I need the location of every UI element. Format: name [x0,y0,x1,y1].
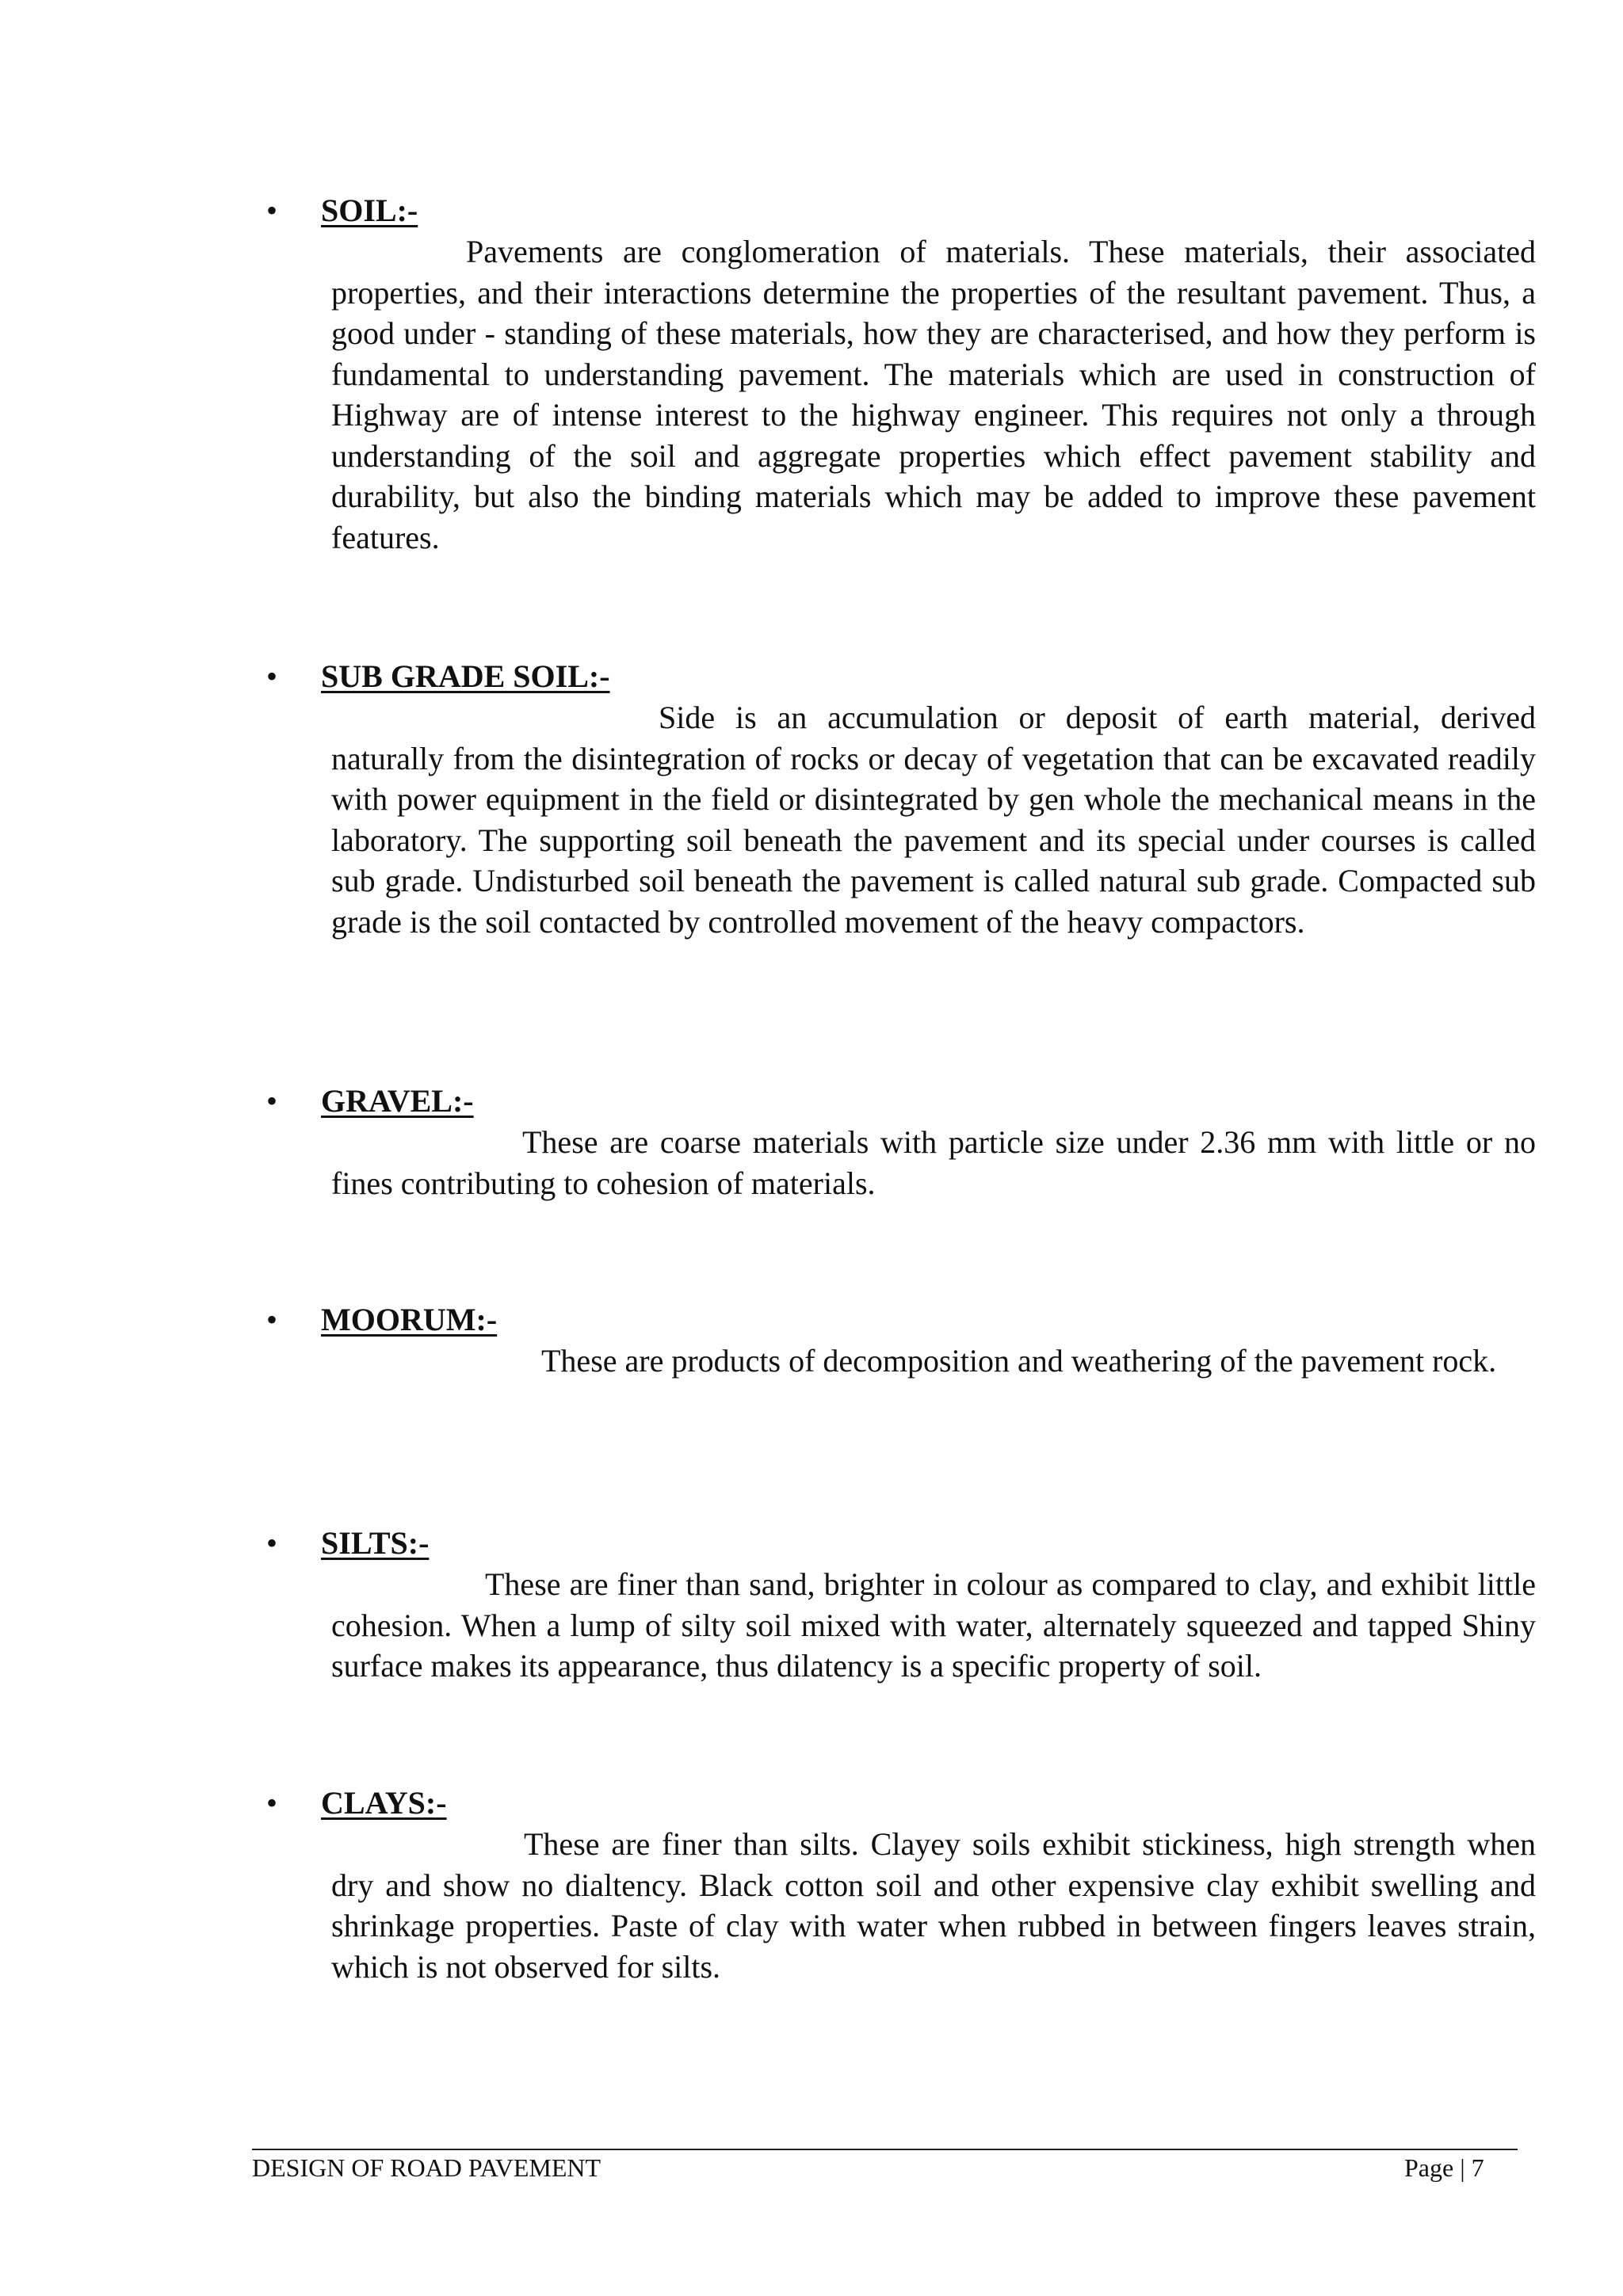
section-body: Pavements are conglomeration of materials. These materials, their associated properties, and their interactions determine the properties of the resultant pavement. Thus, a good under - standing of these materials, how they are characterised, and how they perform is fundamental to understanding pavement. The materials which are used in construction of Highway are of intense interest to the highway engineer. This requires not only a through understanding of the soil and aggregate properties which effect pavement stability and durability, but also the binding materials which may be added to improve these pavement features. [331,234,1536,555]
bullet-marker: • [266,658,278,694]
section-heading: CLAYS:- [321,1785,447,1821]
section-heading: MOORUM:- [321,1302,498,1337]
bullet-marker: • [266,193,278,228]
section-body: These are finer than silts. Clayey soils exhibit stickiness, high strength when dry and show no dialtency. Black cotton soil and other expensive clay exhibit swelling and shrinkage properties. Paste of clay with water when rubbed in between fingers leaves strain, which is not observed for silts. [331,1826,1536,1985]
bullet-marker: • [266,1785,278,1821]
section-body: These are products of decomposition and weathering of the pavement rock. [541,1343,1497,1379]
section-body: These are finer than sand, brighter in colour as compared to clay, and exhibit little cohesion. When a lump of silty soil mixed with water, alternately squeezed and tapped Shiny surface makes its appearance, thus dilatency is a specific property of soil. [331,1566,1536,1684]
footer-document-title: DESIGN OF ROAD PAVEMENT [252,2153,601,2182]
section-body: Side is an accumulation or deposit of earth material, derived naturally from the disintegration of rocks or decay of vegetation that can be excavated readily with power equipment in the field or disintegrated by gen whole the mechanical means in the laboratory. The supporting soil beneath the pavement and its special under courses is called sub grade. Undisturbed soil beneath the pavement is called natural sub grade. Compacted sub grade is the soil contacted by controlled movement of the heavy compactors. [331,700,1536,940]
section-heading: GRAVEL:- [321,1083,474,1119]
section-heading: SUB GRADE SOIL:- [321,658,610,694]
section-heading: SOIL:- [321,193,418,228]
bullet-marker: • [266,1302,278,1337]
footer-divider [252,2149,1518,2150]
bullet-marker: • [266,1525,278,1561]
section-body: These are coarse materials with particle size under 2.36 mm with little or no fines contributing to cohesion of materials. [331,1124,1536,1201]
bullet-marker: • [266,1083,278,1119]
footer-page-number: Page | 7 [1404,2153,1484,2182]
section-heading: SILTS:- [321,1525,430,1561]
